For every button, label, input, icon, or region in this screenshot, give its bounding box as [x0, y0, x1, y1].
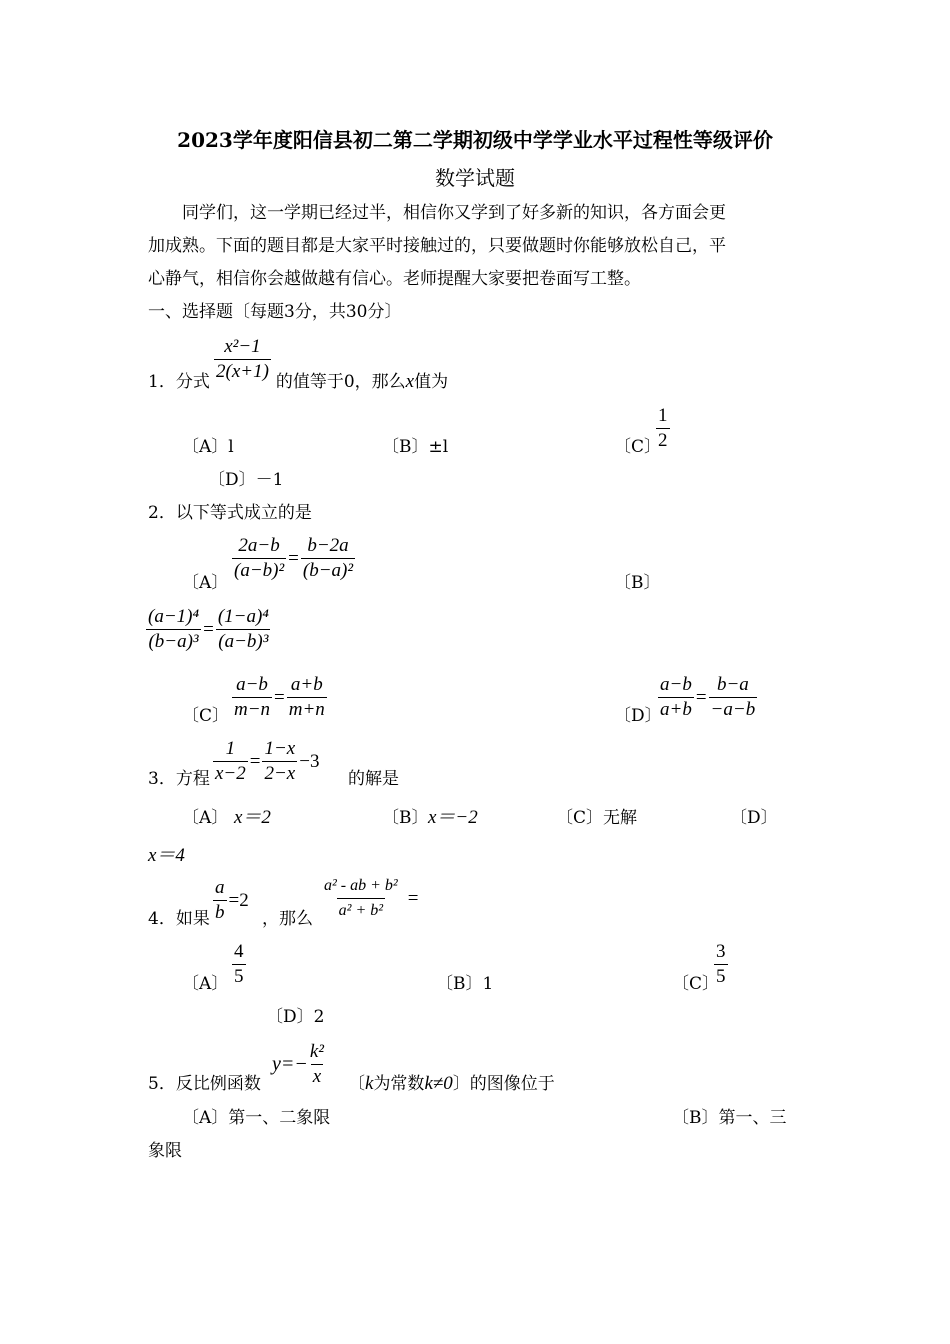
q2-d-equation [658, 673, 757, 722]
q2-c-right-num: a+b [290, 674, 323, 695]
q1-suffix: 的值等于0，那么 [275, 372, 406, 392]
q1-option-b: 〔B〕±l [382, 437, 449, 457]
intro-line-3: 心静气，相信你会越做越有信心。老师提醒大家要把卷面写工整。 [148, 269, 641, 289]
q4-cond-num: a [215, 877, 225, 898]
q5-condition [348, 1073, 555, 1095]
q1-suffix2: 值为 [414, 372, 449, 392]
q2-d-left-num: a−b [660, 674, 692, 695]
section-heading: 一、选择题〔每题3分，共30分〕 [148, 302, 402, 322]
q4-option-b: 〔B〕1 [436, 974, 494, 994]
q2-d-label: 〔D〕 [614, 706, 662, 726]
q1-prefix: 1．分式 [148, 372, 210, 392]
q4-condition [213, 876, 251, 925]
q4-a-num: 4 [234, 941, 244, 962]
q4-cond-den: b [215, 902, 225, 923]
q2-b-right-num: (1−a)⁴ [217, 606, 269, 627]
q3-option-c: 〔C〕无解 [556, 808, 638, 828]
q4-cond-tail: =2 [228, 889, 249, 911]
q2-a-left-den: (a−b)² [234, 560, 285, 581]
q3-equation [213, 737, 321, 786]
q2-a-right-num: b−2a [307, 535, 349, 556]
q5-k: k [365, 1073, 374, 1094]
q4-mid: ，那么 [262, 909, 313, 929]
q3-prefix: 3．方程 [148, 769, 210, 789]
q4-a-den: 5 [234, 966, 244, 987]
q2-a-left-num: 2a−b [238, 535, 280, 556]
q2-a-label: 〔A〕 [182, 573, 229, 593]
q4-expr-tail: = [407, 887, 419, 909]
q5-paren-open: 〔 [348, 1074, 365, 1094]
q5-paren-close: 〕的图像位于 [452, 1074, 555, 1094]
q2-c-equation [232, 673, 327, 722]
q2-c-label: 〔C〕 [182, 706, 230, 726]
q5-option-b: 〔B〕第一、三 [672, 1108, 787, 1128]
q3-d-value: x＝4 [148, 845, 185, 866]
q1-c-den: 2 [658, 430, 668, 451]
q4-expr-den: a² + b² [337, 898, 385, 923]
q4-c-num: 3 [716, 941, 726, 962]
q4-option-d: 〔D〕2 [266, 1007, 325, 1027]
q2-a-right-den: (b−a)² [302, 560, 354, 581]
q2-d-right-den: −a−b [710, 699, 756, 720]
q2-d-left-den: a+b [660, 699, 692, 720]
q5-option-a: 〔A〕第一、二象限 [182, 1108, 331, 1128]
q3-a-label: 〔A〕 [182, 808, 229, 828]
q1-c-num: 1 [658, 405, 668, 426]
q4-a-label: 〔A〕 [182, 974, 229, 994]
q2-c-right-den: m+n [288, 699, 325, 720]
q5-fn-lhs: y=− [272, 1053, 308, 1075]
q2-b-right-den: (a−b)³ [218, 631, 269, 652]
q5-mid: 为常数 [373, 1074, 425, 1094]
q4-a-fraction [232, 940, 246, 989]
q4-c-label: 〔C〕 [672, 974, 720, 994]
q3-left-num: 1 [225, 738, 236, 759]
q2-b-equation [146, 605, 271, 654]
q3-d-label: 〔D〕 [730, 808, 778, 828]
q5-cond: k≠0 [424, 1073, 453, 1094]
q2-c-left-den: m−n [234, 699, 271, 720]
page-subtitle: 数学试题 [435, 166, 515, 190]
q4-prefix: 4．如果 [148, 909, 210, 929]
q1-option-c-label: 〔C〕 [614, 437, 662, 457]
q3-right-den: 2−x [264, 763, 296, 784]
q4-c-fraction [714, 940, 728, 989]
q2-b-eq: = [203, 618, 214, 640]
q3-tail: −3 [299, 750, 320, 772]
q3-b-label: 〔B〕 [382, 808, 429, 828]
q2-a-eq: = [288, 547, 299, 569]
q5-fn-num: k² [309, 1041, 325, 1062]
q4-c-den: 5 [716, 966, 726, 987]
q3-eq: = [249, 750, 261, 772]
q2-b-left-den: (b−a)³ [148, 631, 199, 652]
q3-suffix: 的解是 [348, 769, 399, 789]
q1-var: x [405, 371, 415, 392]
q2-d-right-num: b−a [716, 674, 749, 695]
q2-b-left-num: (a−1)⁴ [148, 606, 200, 627]
q4-expr-num: a² - ab + b² [324, 877, 398, 894]
q1-option-c-fraction [656, 404, 670, 453]
q3-b-value: x＝−2 [428, 807, 478, 828]
q5-prefix: 5．反比例函数 [148, 1074, 261, 1094]
q1-option-a: 〔A〕l [182, 437, 234, 457]
q2-d-eq: = [695, 686, 707, 708]
q3-right-num: 1−x [264, 738, 296, 759]
q1-frac-den: 2(x+1) [216, 361, 269, 382]
q4-expression [322, 874, 420, 923]
page-title: 2023学年度阳信县初二第二学期初级中学学业水平过程性等级评价 [177, 128, 773, 152]
intro-line-1: 同学们，这一学期已经过半，相信你又学到了好多新的知识，各方面会更 [182, 203, 726, 223]
q1-option-d: 〔D〕－1 [208, 470, 284, 490]
q5-fn-den: x [312, 1066, 322, 1087]
intro-line-2: 加成熟。下面的题目都是大家平时接触过的，只要做题时你能够放松自己，平 [148, 236, 726, 256]
q1-stem [148, 371, 448, 393]
q2-stem: 2．以下等式成立的是 [148, 503, 312, 523]
q2-b-label: 〔B〕 [614, 573, 661, 593]
q3-left-den: x−2 [215, 763, 246, 784]
q1-frac-num: x²−1 [224, 336, 261, 357]
q5-function [272, 1040, 326, 1089]
q3-a-value: x＝2 [234, 807, 271, 828]
q2-c-eq: = [274, 686, 285, 708]
q5-option-b-wrap: 象限 [148, 1141, 182, 1161]
q2-a-equation [232, 534, 355, 583]
q2-c-left-num: a−b [236, 674, 268, 695]
